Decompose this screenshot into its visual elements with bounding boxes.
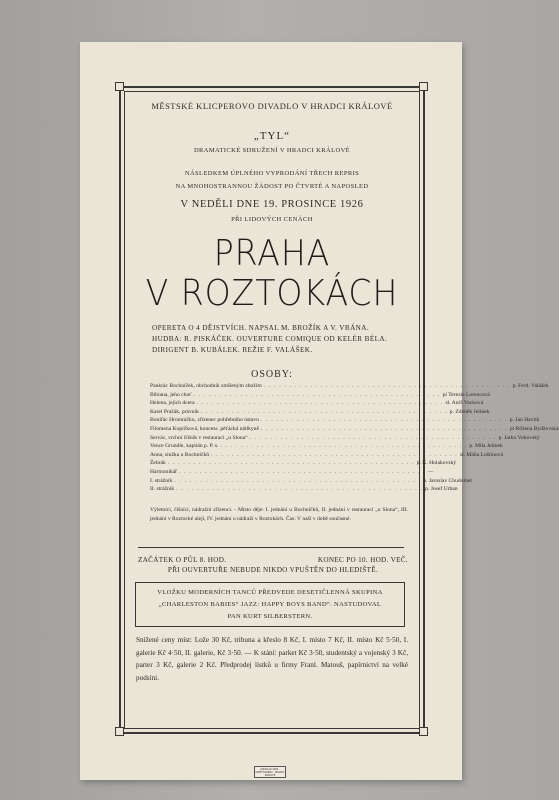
cast-role: Helena, jejich dcera xyxy=(150,400,195,407)
cast-actor: p. Jarko Vokovský xyxy=(498,434,540,441)
cast-actor: p. Míla Jelínek xyxy=(469,443,503,450)
cast-actor: p. Jan Havlík xyxy=(509,417,540,424)
dance-line-3: PAN KURT SILBERSTERN. xyxy=(227,613,313,620)
cast-leader-dots: . . . . . . . . . . . . . . . . . . . . . . . . . . . . . . . . . . . . . . . . . . . . . . . . xyxy=(263,383,511,389)
cast-leader-dots: . . . . . . . . . . . . . . . . . . . . . . . . . . . . . . . . . . . . . . . . . . . . . . . . xyxy=(174,477,422,484)
credit-music: HUDBA: R. PISKÁČEK. OUVERTURE COMIQUE OD KELÉR BÉLA. xyxy=(152,335,388,343)
cast-role: Servác, vrchní číšník v restauraci „u Slona“ xyxy=(150,434,248,441)
ticket-prices: Snížené ceny míst: Lože 30 Kč, tribuna a křeslo 8 Kč, I. místo 7 Kč, II. místo Kč 5·50, I. galerie Kč 4·50, II. galerie, Kč 3·50. — K stání: parket Kč 3·50, studentský a vojenský 3 Kč, parter 3 Kč, galerie 2 Kč. Předprodej lístků u firmy Franl. Matouš, papírnictví na velké podsíni. xyxy=(136,636,408,682)
frame-corner-bl xyxy=(115,727,124,736)
cast-row xyxy=(150,477,472,484)
frame-corner-tr xyxy=(419,82,428,91)
cast-actor: p. Josef Urban xyxy=(425,486,458,493)
divider-line xyxy=(138,547,404,548)
cast-leader-dots: . . . . . . . . . . . . . . . . . . . . . . . . . . . . . . . . . . . . . . . . . . . . . . . . xyxy=(196,400,444,407)
cast-role: Pankrác Bochníček, obchodník smíšeným zbožím xyxy=(150,383,262,389)
cast-row xyxy=(150,408,490,415)
persons-heading: OSOBY: xyxy=(251,369,293,380)
cast-role: I. strážník xyxy=(150,477,173,484)
cast-row xyxy=(150,434,540,441)
cast-role: Vence Grundle, kapitán p. P. s. xyxy=(150,443,219,450)
cast-role: Filomena Kopíčková, koncess. pěťácká nátlkyně xyxy=(150,426,259,432)
cast-row xyxy=(150,443,503,450)
cast-row xyxy=(150,400,484,407)
cast-actor: p. Jaroslav Chudomel xyxy=(423,477,472,484)
end-time: KONEC PO 10. HOD. VEČ. xyxy=(317,556,408,564)
cast-role: II. strážník xyxy=(150,486,175,493)
theatre-name: MĚSTSKÉ KLICPEROVO DIVADLO V HRADCI KRÁLOVÉ xyxy=(151,101,393,111)
cast-leader-dots: . . . . . . . . . . . . . . . . . . . . . . . . . . . . . . . . . . . . . . . . . . . . . . . . xyxy=(220,443,468,450)
cast-actor: sl. Anči Vacková xyxy=(445,400,484,407)
cast-role: Bonifác Hromníčko, zřízenec pohřebního ústavu xyxy=(150,417,259,424)
cast-actor: pí Růžena Bydžovská xyxy=(509,426,559,432)
printer-stamp-text: JAROSLAV GRIS · KNIHTISKÁRNA · HRADEC KRÁLOVÉ xyxy=(255,768,285,777)
price-note: PŘI LIDOVÝCH CENÁCH xyxy=(231,216,313,223)
credit-direction: DIRIGENT B. KUBÁLEK. REŽIE F. VALÁŠEK. xyxy=(152,346,313,354)
cast-role: Harmonikář xyxy=(150,469,178,475)
scenes-description: Výletníci, číšníci, nádražní zřízenci. - Místo děje: I. jednání u Bochníčků, II. jednání v restauraci „u Slona“, III. jednání v Roztocké aleji, IV. jednání u nádraží v Roztokách. Čas: V naší v době současné. xyxy=(150,507,408,522)
dance-line-2: „CHARLESTON BABIES“ JAZZ: HAPPY BOYS BAND“. NASTUDOVAL xyxy=(158,601,382,608)
cast-leader-dots: . . . . . . . . . . . . . . . . . . . . . . . . . . . . . . . . . . . . . . . . . . . . . . . . xyxy=(167,460,415,467)
frame-corner-tl xyxy=(115,82,124,91)
cast-actor: p. Ferd. Valášek xyxy=(512,383,549,389)
cast-leader-dots: . . . . . . . . . . . . . . . . . . . . . . . . . . . . . . . . . . . . . . . . . . . . . . . . xyxy=(249,434,497,441)
printer-stamp xyxy=(254,766,286,778)
cast-leader-dots: . . . . . . . . . . . . . . . . . . . . . . . . . . . . . . . . . . . . . . . . . . . . . . . . xyxy=(200,408,448,415)
credit-authors: OPERETA O 4 DĚJSTVÍCH. NAPSAL M. BROŽÍK A V. VRÁNA. xyxy=(152,324,370,332)
repeat-note-2: NA MNOHOSTRANNOU ŽÁDOST PO ČTVRTÉ A NAPOSLED xyxy=(175,183,369,190)
cast-row xyxy=(150,417,540,424)
cast-actor: p. K. Holakovský xyxy=(416,460,457,467)
cast-leader-dots: . . . . . . . . . . . . . . . . . . . . . . . . . . . . . . . . . . . . . . . . . . . . . . . . xyxy=(176,486,424,493)
cast-leader-dots: . . . . . . . . . . . . . . . . . . . . . . . . . . . . . . . . . . . . . . . . . . . . . . . . xyxy=(211,451,458,458)
cast-leader-dots: . . . . . . . . . . . . . . . . . . . . . . . . . . . . . . . . . . . . . . . . . . . . . . . . xyxy=(260,417,508,424)
play-title-line-1: PRAHA xyxy=(213,233,331,274)
performance-date: V NEDĚLI DNE 19. PROSINCE 1926 xyxy=(180,199,364,210)
cast-row xyxy=(150,426,559,432)
cast-row xyxy=(150,451,503,458)
society-description: DRAMATICKÉ SDRUŽENÍ V HRADCI KRÁLOVÉ xyxy=(193,147,351,154)
start-time: ZAČÁTEK O PŮL 8. HOD. xyxy=(138,556,227,564)
cast-actor: — xyxy=(427,469,434,475)
repeat-note-1: NÁSLEDKEM ÚPLNÉHO VYPRODÁNÍ TŘECH REPRIS xyxy=(184,170,360,177)
cast-role: Karel Pražák, právník xyxy=(150,408,199,415)
cast-row xyxy=(150,383,549,389)
play-title-line-2: V ROZTOKÁCH xyxy=(145,273,399,314)
cast-role: Bibiana, jeho choť xyxy=(150,391,192,398)
overture-note: PŘI OUVERTUŘE NEBUDE NIKDO VPUŠTĚN DO HLEDIŠTĚ. xyxy=(167,566,379,574)
cast-row xyxy=(150,469,434,475)
frame-corner-br xyxy=(419,727,428,736)
cast-actor: pí Terezie Lorencová xyxy=(442,391,490,398)
dance-line-1: VLOŽKU MODERNÍCH TANCŮ PŘEDVEDE DESETIČLENNÁ SKUPINA xyxy=(157,589,383,596)
cast-row xyxy=(150,391,490,398)
cast-leader-dots: . . . . . . . . . . . . . . . . . . . . . . . . . . . . . . . . . . . . . . . . . . . . . . . . xyxy=(260,426,508,432)
cast-role: Žebrák xyxy=(150,460,166,467)
cast-actor: p. Zdeněk Jelínek xyxy=(449,408,490,415)
cast-leader-dots: . . . . . . . . . . . . . . . . . . . . . . . . . . . . . . . . . . . . . . . . . . . . . . . . xyxy=(179,469,426,475)
cast-actor: sl. Máňa Luštinová xyxy=(459,451,503,458)
cast-role: Anna, služka u Bochníčků xyxy=(150,451,210,458)
cast-leader-dots: . . . . . . . . . . . . . . . . . . . . . . . . . . . . . . . . . . . . . . . . . . . . . . . . xyxy=(193,391,441,398)
cast-row xyxy=(150,486,458,493)
society-name: „TYL“ xyxy=(253,130,291,142)
cast-row xyxy=(150,460,457,467)
